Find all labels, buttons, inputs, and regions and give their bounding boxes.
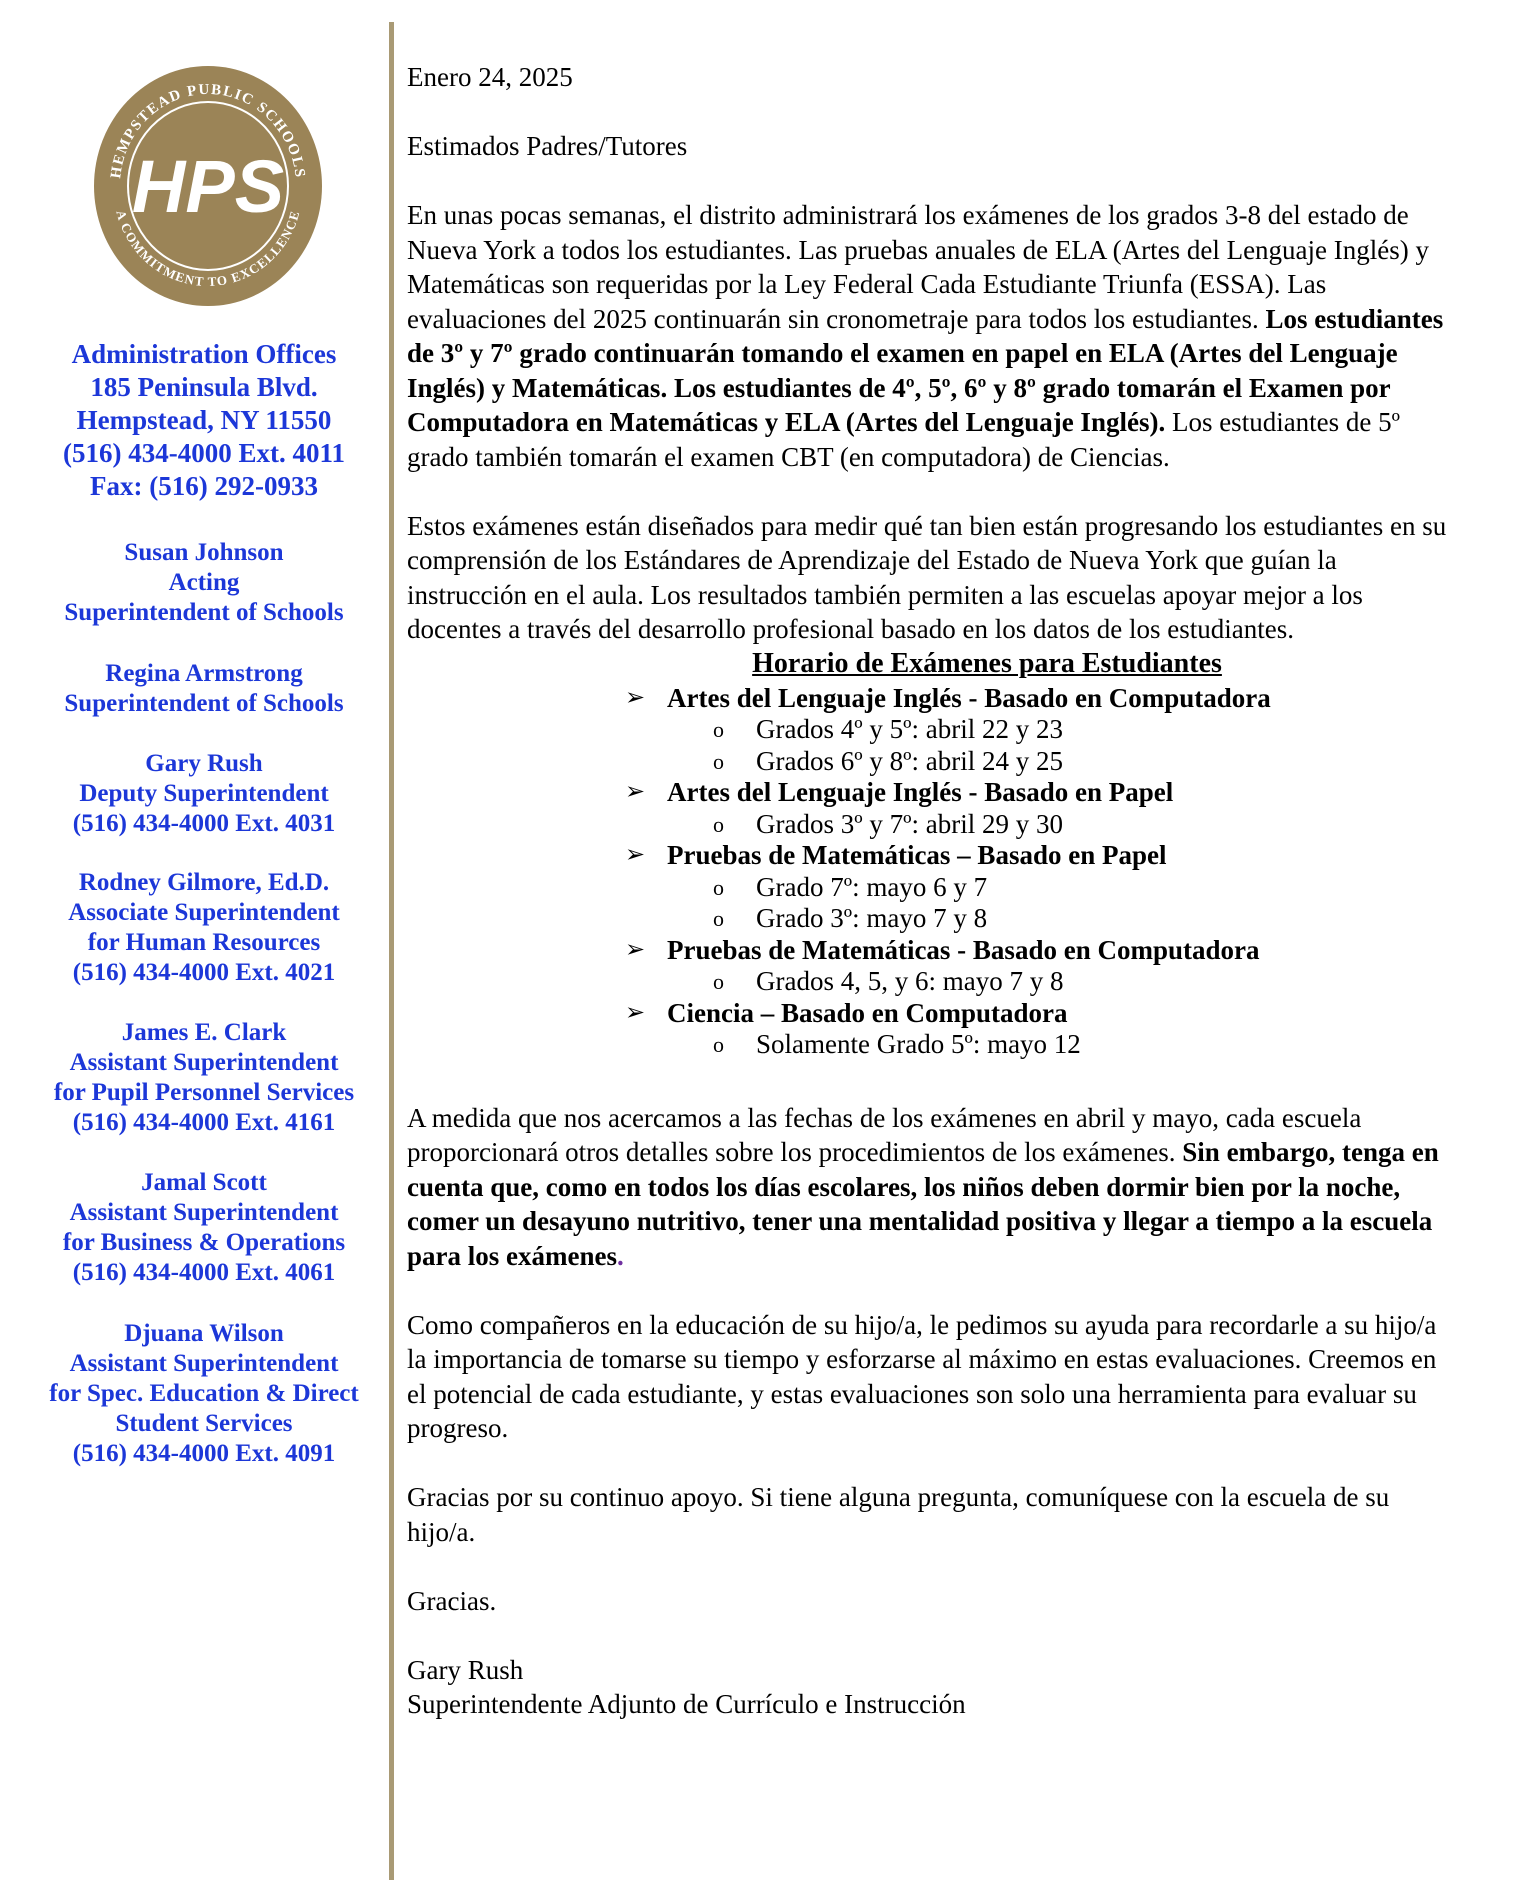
category-label: Pruebas de Matemáticas - Basado en Computadora [667, 934, 1260, 965]
staff-name: Rodney Gilmore, Ed.D. [78, 869, 330, 896]
staff-title: Superintendent of Schools [64, 599, 344, 626]
staff-title: for Spec. Education & Direct [49, 1380, 359, 1407]
category-label: Artes del Lenguaje Inglés - Basado en Computadora [667, 682, 1271, 713]
category-label: Artes del Lenguaje Inglés - Basado en Papel [667, 777, 1174, 807]
paragraph-intro [407, 198, 1447, 474]
staff-title: Associate Superintendent [68, 899, 340, 926]
schedule-item [407, 714, 1447, 746]
logo-ring-bottom: A COMMITMENT TO EXCELLENCE [113, 208, 303, 290]
staff-title: Acting [168, 569, 240, 596]
intro-text-end: Los estudiantes de 5º grado también tomarán el examen CBT (en computadora) de Ciencias. [407, 407, 1401, 472]
letter-body [407, 60, 1447, 1722]
staff-name: Djuana Wilson [124, 1320, 284, 1347]
staff-title: for Business & Operations [62, 1229, 346, 1256]
paragraph-thanks: Gracias por su continuo apoyo. Si tiene alguna pregunta, comuníquese con la escuela de su hijo/a. [407, 1482, 1390, 1547]
staff-title: Assistant Superintendent [69, 1049, 339, 1076]
schedule-category [407, 998, 1447, 1030]
staff-title: for Human Resources [87, 929, 321, 956]
staff-entry [0, 749, 408, 839]
schedule-item [407, 903, 1447, 935]
staff-title: Assistant Superintendent [69, 1350, 339, 1377]
letter-date: Enero 24, 2025 [407, 62, 573, 92]
item-label: Grados 3º y 7º: abril 29 y 30 [756, 808, 1063, 839]
schedule-item [407, 809, 1447, 841]
staff-entry [0, 1018, 408, 1138]
administration-office-block [0, 338, 408, 503]
item-label: Grados 6º y 8º: abril 24 y 25 [756, 745, 1063, 776]
logo-ring-top: HEMPSTEAD PUBLIC SCHOOLS [108, 81, 308, 180]
arrow-bullet-icon: ➢ [625, 936, 646, 963]
staff-name: Gary Rush [145, 750, 263, 777]
circle-bullet-icon: o [713, 748, 724, 774]
schedule-category [407, 777, 1447, 809]
paragraph-reminder [407, 1101, 1447, 1274]
staff-phone: (516) 434-4000 Ext. 4031 [72, 810, 336, 837]
paragraph-partners: Como compañeros en la educación de su hijo/a, le pedimos su ayuda para recordarle a su hijo/a la importancia de tomarse su tiempo y esforzarse al máximo en estas evaluaciones. Creemos en el potencial de cada estudiante, y estas evaluaciones son solo una herramienta para evaluar su progreso. [407, 1309, 1437, 1443]
staff-title: Deputy Superintendent [79, 780, 329, 807]
reminder-bold-text: Sin embargo, tenga en cuenta que, como en todos los días escolares, los niños deben dormir bien por la noche, comer un desayuno nutritivo, tener una mentalidad positiva y llegar a tiempo a la escuela para los exámenes [407, 1137, 1439, 1271]
circle-bullet-icon: o [713, 811, 724, 837]
paragraph-purpose: Estos exámenes están diseñados para medir qué tan bien están progresando los estudiantes en su comprensión de los Estándares de Aprendizaje del Estado de Nueva York que guían la instrucción en el aula. Los resultados también permiten a las escuelas apoyar mejor a los docentes a través del desarrollo profesional basado en los datos de los estudiantes. [407, 510, 1447, 644]
staff-name: Jamal Scott [141, 1169, 267, 1196]
reminder-text: A medida que nos acercamos a las fechas de los exámenes en abril y mayo, cada escuela proporcionará otros detalles sobre los procedimientos de los exámenes. [407, 1102, 1362, 1167]
staff-name: James E. Clark [121, 1019, 287, 1046]
staff-entry [0, 868, 408, 988]
schedule-item [407, 966, 1447, 998]
staff-phone: (516) 434-4000 Ext. 4091 [72, 1440, 336, 1467]
staff-entry [0, 1168, 408, 1288]
signer-name: Gary Rush [407, 1654, 524, 1685]
circle-bullet-icon: o [713, 1032, 724, 1057]
staff-title: Superintendent of Schools [64, 690, 344, 717]
office-phone: (516) 434-4000 Ext. 4011 [63, 438, 345, 468]
staff-name: Susan Johnson [124, 539, 284, 566]
intro-text: En unas pocas semanas, el distrito administrará los exámenes de los grados 3-8 del estado de Nueva York a todos los estudiantes. Las pruebas anuales de ELA (Artes del Lenguaje Inglés) y Matemáticas son requeridas por la Ley Federal Cada Estudiante Triunfa (ESSA). Las evaluaciones del 2025 continuarán sin cronometraje para todos los estudiantes. [407, 200, 1429, 334]
staff-entry [0, 1319, 408, 1469]
circle-bullet-icon: o [713, 906, 724, 931]
staff-entry [0, 659, 408, 719]
office-address: 185 Peninsula Blvd. [90, 372, 318, 402]
intro-bold-text: Los estudiantes de 3º y 7º grado continuarán tomando el examen en papel en ELA (Artes del Lenguaje Inglés) y Matemáticas. Los estudiantes de 4º, 5º, 6º y 8º grado tomarán el Examen por Computadora en Matemáticas y ELA (Artes del Lenguaje Inglés). [407, 303, 1444, 437]
staff-title: Student Services [115, 1410, 293, 1437]
schedule-item [407, 872, 1447, 904]
schedule-category [407, 683, 1447, 715]
arrow-bullet-icon: ➢ [625, 779, 646, 805]
office-city: Hempstead, NY 11550 [76, 405, 332, 435]
schedule-item [407, 746, 1447, 778]
item-label: Grados 4, 5, y 6: mayo 7 y 8 [756, 966, 1064, 996]
letter-salutation: Estimados Padres/Tutores [407, 131, 688, 161]
staff-phone: (516) 434-4000 Ext. 4021 [72, 959, 336, 986]
signer-title: Superintendente Adjunto de Currículo e Instrucción [407, 1689, 966, 1719]
circle-bullet-icon: o [713, 717, 724, 742]
category-label: Ciencia – Basado en Computadora [667, 997, 1068, 1028]
hps-logo [92, 64, 324, 308]
arrow-bullet-icon: ➢ [625, 999, 646, 1026]
schedule-category [407, 935, 1447, 967]
item-label: Grados 4º y 5º: abril 22 y 23 [756, 714, 1063, 744]
staff-title: for Pupil Personnel Services [53, 1079, 355, 1106]
letter-closing: Gracias. [407, 1585, 497, 1616]
item-label: Grado 7º: mayo 6 y 7 [756, 871, 988, 902]
logo-initials: HPS [131, 145, 285, 228]
schedule-title: Horario de Exámenes para Estudiantes [752, 647, 1222, 679]
letterhead-sidebar [0, 0, 390, 1880]
staff-phone: (516) 434-4000 Ext. 4161 [72, 1109, 336, 1136]
schedule-list [407, 683, 1447, 1061]
item-label: Grado 3º: mayo 7 y 8 [756, 903, 988, 933]
schedule-category [407, 840, 1447, 872]
hps-seal-icon [92, 64, 324, 308]
staff-name: Regina Armstrong [105, 660, 303, 687]
staff-phone: (516) 434-4000 Ext. 4061 [72, 1259, 336, 1286]
category-label: Pruebas de Matemáticas – Basado en Papel [667, 840, 1167, 870]
office-fax: Fax: (516) 292-0933 [90, 471, 318, 501]
office-title: Administration Offices [71, 339, 337, 369]
staff-title: Assistant Superintendent [69, 1199, 339, 1226]
arrow-bullet-icon: ➢ [625, 684, 646, 711]
staff-entry [0, 538, 408, 628]
reminder-period: . [616, 1240, 624, 1271]
vertical-divider [389, 22, 394, 1880]
arrow-bullet-icon: ➢ [625, 842, 646, 868]
schedule-item [407, 1029, 1447, 1061]
circle-bullet-icon: o [713, 969, 724, 994]
item-label: Solamente Grado 5º: mayo 12 [756, 1029, 1081, 1059]
circle-bullet-icon: o [713, 874, 724, 900]
